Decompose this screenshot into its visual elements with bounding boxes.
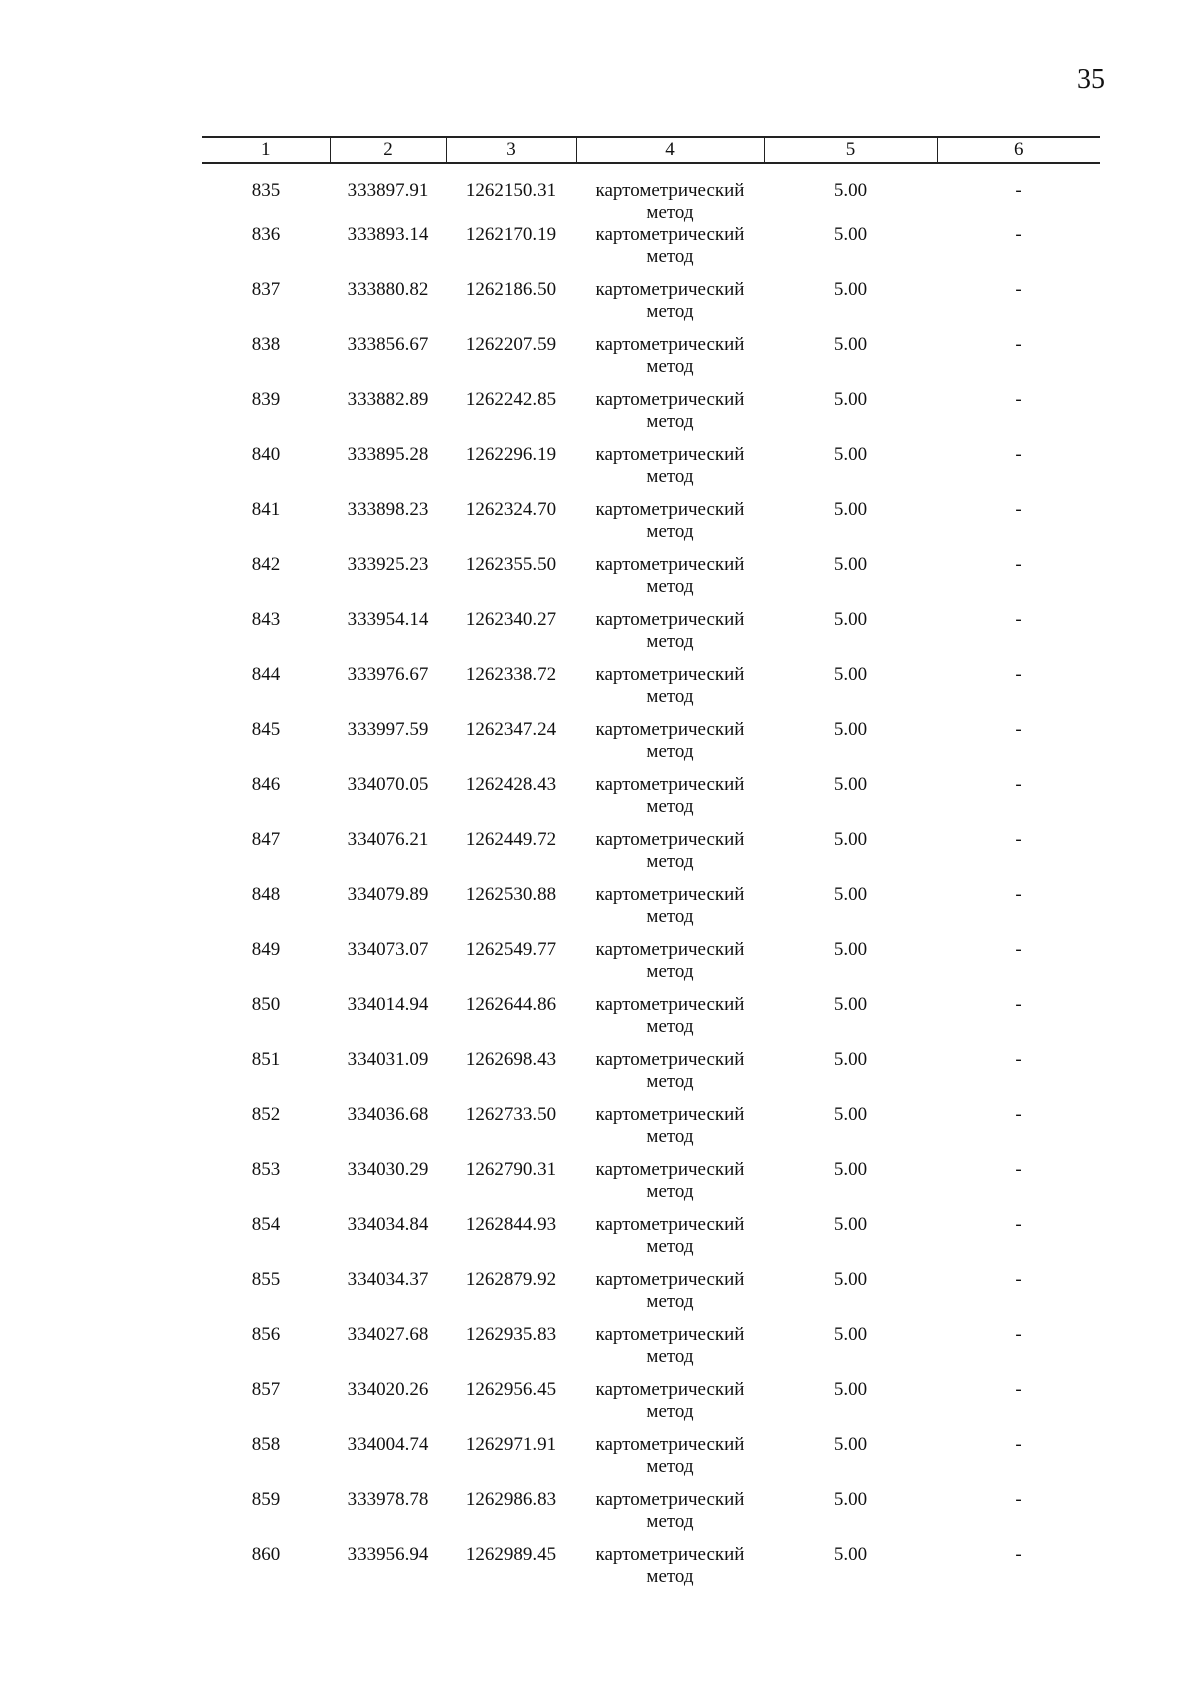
method-cell bbox=[576, 719, 764, 774]
note-cell: - bbox=[1015, 334, 1022, 355]
note-cell: - bbox=[1015, 389, 1022, 410]
note-cell: - bbox=[1015, 554, 1022, 575]
y-coordinate-cell: 1262449.72 bbox=[465, 829, 557, 850]
method-label-line2: метод bbox=[646, 301, 694, 322]
x-coordinate-cell: 333856.67 bbox=[347, 334, 429, 355]
method-cell bbox=[576, 1544, 764, 1599]
table-row bbox=[202, 1104, 1100, 1159]
note-cell: - bbox=[1015, 1214, 1022, 1235]
note-cell: - bbox=[1015, 279, 1022, 300]
method-cell bbox=[576, 499, 764, 554]
point-number-cell: 848 bbox=[251, 884, 281, 905]
table-row bbox=[202, 609, 1100, 664]
method-label-line2: метод bbox=[646, 1181, 694, 1202]
method-label-line1: картометрический bbox=[595, 224, 745, 245]
method-cell bbox=[576, 829, 764, 884]
method-cell bbox=[576, 163, 764, 224]
method-label-line1: картометрический bbox=[595, 719, 745, 740]
y-coordinate-cell: 1262971.91 bbox=[465, 1434, 557, 1455]
point-number-cell: 847 bbox=[251, 829, 281, 850]
point-number-cell: 837 bbox=[251, 279, 281, 300]
method-label-line2: метод bbox=[646, 1016, 694, 1037]
table-row bbox=[202, 499, 1100, 554]
column-header: 1 bbox=[202, 137, 330, 163]
method-cell bbox=[576, 1324, 764, 1379]
x-coordinate-cell: 334031.09 bbox=[347, 1049, 429, 1070]
table-row bbox=[202, 163, 1100, 224]
method-label-line2: метод bbox=[646, 356, 694, 377]
method-label-line2: метод bbox=[646, 961, 694, 982]
table-row bbox=[202, 994, 1100, 1049]
y-coordinate-cell: 1262340.27 bbox=[465, 609, 557, 630]
accuracy-cell: 5.00 bbox=[833, 1544, 868, 1565]
accuracy-cell: 5.00 bbox=[833, 1214, 868, 1235]
note-cell: - bbox=[1015, 609, 1022, 630]
table-row bbox=[202, 1269, 1100, 1324]
accuracy-cell: 5.00 bbox=[833, 774, 868, 795]
method-cell bbox=[576, 1104, 764, 1159]
table-row bbox=[202, 939, 1100, 994]
y-coordinate-cell: 1262347.24 bbox=[465, 719, 557, 740]
table-row bbox=[202, 554, 1100, 609]
point-number-cell: 860 bbox=[251, 1544, 281, 1565]
x-coordinate-cell: 333976.67 bbox=[347, 664, 429, 685]
method-label-line1: картометрический bbox=[595, 1269, 745, 1290]
method-label-line1: картометрический bbox=[595, 774, 745, 795]
x-coordinate-cell: 334020.26 bbox=[347, 1379, 429, 1400]
method-label-line1: картометрический bbox=[595, 1324, 745, 1345]
x-coordinate-cell: 333897.91 bbox=[347, 180, 429, 201]
method-label-line2: метод bbox=[646, 1071, 694, 1092]
method-label-line1: картометрический bbox=[595, 1379, 745, 1400]
table-row bbox=[202, 1489, 1100, 1544]
method-label-line1: картометрический bbox=[595, 279, 745, 300]
note-cell: - bbox=[1015, 664, 1022, 685]
table-row bbox=[202, 1379, 1100, 1434]
accuracy-cell: 5.00 bbox=[833, 554, 868, 575]
method-cell bbox=[576, 334, 764, 389]
method-label-line2: метод bbox=[646, 576, 694, 597]
y-coordinate-cell: 1262207.59 bbox=[465, 334, 557, 355]
method-label-line1: картометрический bbox=[595, 664, 745, 685]
method-cell bbox=[576, 1214, 764, 1269]
method-cell bbox=[576, 774, 764, 829]
table-row bbox=[202, 224, 1100, 279]
point-number-cell: 854 bbox=[251, 1214, 281, 1235]
method-label-line2: метод bbox=[646, 466, 694, 487]
method-label-line2: метод bbox=[646, 741, 694, 762]
y-coordinate-cell: 1262935.83 bbox=[465, 1324, 557, 1345]
note-cell: - bbox=[1015, 224, 1022, 245]
table-row bbox=[202, 884, 1100, 939]
point-number-cell: 852 bbox=[251, 1104, 281, 1125]
point-number-cell: 842 bbox=[251, 554, 281, 575]
method-cell bbox=[576, 1269, 764, 1324]
method-cell bbox=[576, 1379, 764, 1434]
coordinates-table bbox=[202, 136, 1100, 1599]
note-cell: - bbox=[1015, 884, 1022, 905]
note-cell: - bbox=[1015, 1159, 1022, 1180]
method-label-line1: картометрический bbox=[595, 994, 745, 1015]
accuracy-cell: 5.00 bbox=[833, 1379, 868, 1400]
note-cell: - bbox=[1015, 1104, 1022, 1125]
point-number-cell: 840 bbox=[251, 444, 281, 465]
accuracy-cell: 5.00 bbox=[833, 1049, 868, 1070]
method-label-line1: картометрический bbox=[595, 499, 745, 520]
point-number-cell: 841 bbox=[251, 499, 281, 520]
y-coordinate-cell: 1262530.88 bbox=[465, 884, 557, 905]
x-coordinate-cell: 334076.21 bbox=[347, 829, 429, 850]
method-label-line2: метод bbox=[646, 246, 694, 267]
accuracy-cell: 5.00 bbox=[833, 279, 868, 300]
table-row bbox=[202, 444, 1100, 499]
method-cell bbox=[576, 1489, 764, 1544]
method-label-line1: картометрический bbox=[595, 1159, 745, 1180]
point-number-cell: 849 bbox=[251, 939, 281, 960]
column-header: 4 bbox=[576, 137, 764, 163]
accuracy-cell: 5.00 bbox=[833, 1104, 868, 1125]
method-label-line2: метод bbox=[646, 1291, 694, 1312]
point-number-cell: 838 bbox=[251, 334, 281, 355]
method-label-line2: метод bbox=[646, 686, 694, 707]
column-header: 6 bbox=[937, 137, 1100, 163]
y-coordinate-cell: 1262170.19 bbox=[465, 224, 557, 245]
table-row bbox=[202, 1214, 1100, 1269]
method-cell bbox=[576, 939, 764, 994]
method-label-line2: метод bbox=[646, 796, 694, 817]
accuracy-cell: 5.00 bbox=[833, 499, 868, 520]
note-cell: - bbox=[1015, 1379, 1022, 1400]
point-number-cell: 839 bbox=[251, 389, 281, 410]
x-coordinate-cell: 333997.59 bbox=[347, 719, 429, 740]
method-cell bbox=[576, 279, 764, 334]
note-cell: - bbox=[1015, 1049, 1022, 1070]
y-coordinate-cell: 1262338.72 bbox=[465, 664, 557, 685]
table-row bbox=[202, 1159, 1100, 1214]
method-cell bbox=[576, 389, 764, 444]
method-label-line2: метод bbox=[646, 851, 694, 872]
point-number-cell: 856 bbox=[251, 1324, 281, 1345]
note-cell: - bbox=[1015, 1269, 1022, 1290]
method-label-line1: картометрический bbox=[595, 829, 745, 850]
point-number-cell: 851 bbox=[251, 1049, 281, 1070]
point-number-cell: 844 bbox=[251, 664, 281, 685]
method-label-line1: картометрический bbox=[595, 389, 745, 410]
column-header: 3 bbox=[446, 137, 576, 163]
note-cell: - bbox=[1015, 774, 1022, 795]
method-label-line2: метод bbox=[646, 1456, 694, 1477]
x-coordinate-cell: 334073.07 bbox=[347, 939, 429, 960]
method-label-line1: картометрический bbox=[595, 1544, 745, 1565]
accuracy-cell: 5.00 bbox=[833, 939, 868, 960]
accuracy-cell: 5.00 bbox=[833, 1269, 868, 1290]
column-header: 5 bbox=[764, 137, 937, 163]
x-coordinate-cell: 334004.74 bbox=[347, 1434, 429, 1455]
x-coordinate-cell: 333925.23 bbox=[347, 554, 429, 575]
y-coordinate-cell: 1262355.50 bbox=[465, 554, 557, 575]
table-row bbox=[202, 1324, 1100, 1379]
x-coordinate-cell: 334030.29 bbox=[347, 1159, 429, 1180]
accuracy-cell: 5.00 bbox=[833, 180, 868, 201]
method-cell bbox=[576, 609, 764, 664]
table-row bbox=[202, 279, 1100, 334]
method-cell bbox=[576, 444, 764, 499]
x-coordinate-cell: 334079.89 bbox=[347, 884, 429, 905]
note-cell: - bbox=[1015, 444, 1022, 465]
y-coordinate-cell: 1262879.92 bbox=[465, 1269, 557, 1290]
accuracy-cell: 5.00 bbox=[833, 664, 868, 685]
y-coordinate-cell: 1262150.31 bbox=[465, 180, 557, 201]
y-coordinate-cell: 1262844.93 bbox=[465, 1214, 557, 1235]
accuracy-cell: 5.00 bbox=[833, 1489, 868, 1510]
y-coordinate-cell: 1262644.86 bbox=[465, 994, 557, 1015]
x-coordinate-cell: 334034.37 bbox=[347, 1269, 429, 1290]
x-coordinate-cell: 334036.68 bbox=[347, 1104, 429, 1125]
table-row bbox=[202, 664, 1100, 719]
method-label-line2: метод bbox=[646, 411, 694, 432]
method-label-line2: метод bbox=[646, 1236, 694, 1257]
accuracy-cell: 5.00 bbox=[833, 1159, 868, 1180]
note-cell: - bbox=[1015, 1434, 1022, 1455]
point-number-cell: 845 bbox=[251, 719, 281, 740]
method-cell bbox=[576, 664, 764, 719]
method-cell bbox=[576, 1049, 764, 1104]
method-label-line2: метод bbox=[646, 1126, 694, 1147]
method-cell bbox=[576, 1434, 764, 1489]
y-coordinate-cell: 1262698.43 bbox=[465, 1049, 557, 1070]
table-row bbox=[202, 1049, 1100, 1104]
y-coordinate-cell: 1262428.43 bbox=[465, 774, 557, 795]
method-cell bbox=[576, 884, 764, 939]
method-label-line1: картометрический bbox=[595, 1104, 745, 1125]
table-row bbox=[202, 1434, 1100, 1489]
method-label-line2: метод bbox=[646, 521, 694, 542]
y-coordinate-cell: 1262956.45 bbox=[465, 1379, 557, 1400]
method-label-line2: метод bbox=[646, 1346, 694, 1367]
y-coordinate-cell: 1262296.19 bbox=[465, 444, 557, 465]
x-coordinate-cell: 334014.94 bbox=[347, 994, 429, 1015]
x-coordinate-cell: 334034.84 bbox=[347, 1214, 429, 1235]
method-label-line2: метод bbox=[646, 1401, 694, 1422]
point-number-cell: 846 bbox=[251, 774, 281, 795]
accuracy-cell: 5.00 bbox=[833, 334, 868, 355]
method-label-line2: метод bbox=[646, 1511, 694, 1532]
x-coordinate-cell: 334070.05 bbox=[347, 774, 429, 795]
accuracy-cell: 5.00 bbox=[833, 1434, 868, 1455]
method-label-line2: метод bbox=[646, 906, 694, 927]
point-number-cell: 835 bbox=[251, 180, 281, 201]
accuracy-cell: 5.00 bbox=[833, 389, 868, 410]
column-header: 2 bbox=[330, 137, 446, 163]
note-cell: - bbox=[1015, 994, 1022, 1015]
point-number-cell: 850 bbox=[251, 994, 281, 1015]
note-cell: - bbox=[1015, 1544, 1022, 1565]
y-coordinate-cell: 1262733.50 bbox=[465, 1104, 557, 1125]
y-coordinate-cell: 1262986.83 bbox=[465, 1489, 557, 1510]
x-coordinate-cell: 333898.23 bbox=[347, 499, 429, 520]
accuracy-cell: 5.00 bbox=[833, 609, 868, 630]
y-coordinate-cell: 1262242.85 bbox=[465, 389, 557, 410]
accuracy-cell: 5.00 bbox=[833, 224, 868, 245]
x-coordinate-cell: 333954.14 bbox=[347, 609, 429, 630]
method-cell bbox=[576, 994, 764, 1049]
accuracy-cell: 5.00 bbox=[833, 719, 868, 740]
y-coordinate-cell: 1262790.31 bbox=[465, 1159, 557, 1180]
method-label-line1: картометрический bbox=[595, 1434, 745, 1455]
method-label-line2: метод bbox=[646, 1566, 694, 1587]
note-cell: - bbox=[1015, 829, 1022, 850]
point-number-cell: 843 bbox=[251, 609, 281, 630]
method-label-line2: метод bbox=[646, 202, 694, 223]
table-row bbox=[202, 1544, 1100, 1599]
method-cell bbox=[576, 224, 764, 279]
note-cell: - bbox=[1015, 719, 1022, 740]
y-coordinate-cell: 1262324.70 bbox=[465, 499, 557, 520]
point-number-cell: 859 bbox=[251, 1489, 281, 1510]
method-label-line1: картометрический bbox=[595, 884, 745, 905]
method-label-line1: картометрический bbox=[595, 554, 745, 575]
point-number-cell: 858 bbox=[251, 1434, 281, 1455]
method-label-line1: картометрический bbox=[595, 180, 745, 201]
table-row bbox=[202, 389, 1100, 444]
note-cell: - bbox=[1015, 939, 1022, 960]
x-coordinate-cell: 333882.89 bbox=[347, 389, 429, 410]
x-coordinate-cell: 333895.28 bbox=[347, 444, 429, 465]
accuracy-cell: 5.00 bbox=[833, 444, 868, 465]
point-number-cell: 857 bbox=[251, 1379, 281, 1400]
point-number-cell: 836 bbox=[251, 224, 281, 245]
method-label-line1: картометрический bbox=[595, 444, 745, 465]
note-cell: - bbox=[1015, 1489, 1022, 1510]
x-coordinate-cell: 333893.14 bbox=[347, 224, 429, 245]
method-label-line1: картометрический bbox=[595, 334, 745, 355]
x-coordinate-cell: 334027.68 bbox=[347, 1324, 429, 1345]
method-label-line1: картометрический bbox=[595, 939, 745, 960]
point-number-cell: 853 bbox=[251, 1159, 281, 1180]
y-coordinate-cell: 1262186.50 bbox=[465, 279, 557, 300]
y-coordinate-cell: 1262989.45 bbox=[465, 1544, 557, 1565]
note-cell: - bbox=[1015, 1324, 1022, 1345]
table-row bbox=[202, 719, 1100, 774]
method-label-line1: картометрический bbox=[595, 1049, 745, 1070]
method-label-line2: метод bbox=[646, 631, 694, 652]
method-label-line1: картометрический bbox=[595, 609, 745, 630]
accuracy-cell: 5.00 bbox=[833, 1324, 868, 1345]
x-coordinate-cell: 333880.82 bbox=[347, 279, 429, 300]
table-row bbox=[202, 774, 1100, 829]
note-cell: - bbox=[1015, 180, 1022, 201]
table-row bbox=[202, 334, 1100, 389]
x-coordinate-cell: 333956.94 bbox=[347, 1544, 429, 1565]
method-cell bbox=[576, 554, 764, 609]
x-coordinate-cell: 333978.78 bbox=[347, 1489, 429, 1510]
table-header-row bbox=[202, 137, 1100, 163]
page-number: 35 bbox=[1077, 64, 1105, 95]
note-cell: - bbox=[1015, 499, 1022, 520]
point-number-cell: 855 bbox=[251, 1269, 281, 1290]
accuracy-cell: 5.00 bbox=[833, 829, 868, 850]
method-cell bbox=[576, 1159, 764, 1214]
y-coordinate-cell: 1262549.77 bbox=[465, 939, 557, 960]
table-row bbox=[202, 829, 1100, 884]
accuracy-cell: 5.00 bbox=[833, 884, 868, 905]
method-label-line1: картометрический bbox=[595, 1489, 745, 1510]
method-label-line1: картометрический bbox=[595, 1214, 745, 1235]
accuracy-cell: 5.00 bbox=[833, 994, 868, 1015]
